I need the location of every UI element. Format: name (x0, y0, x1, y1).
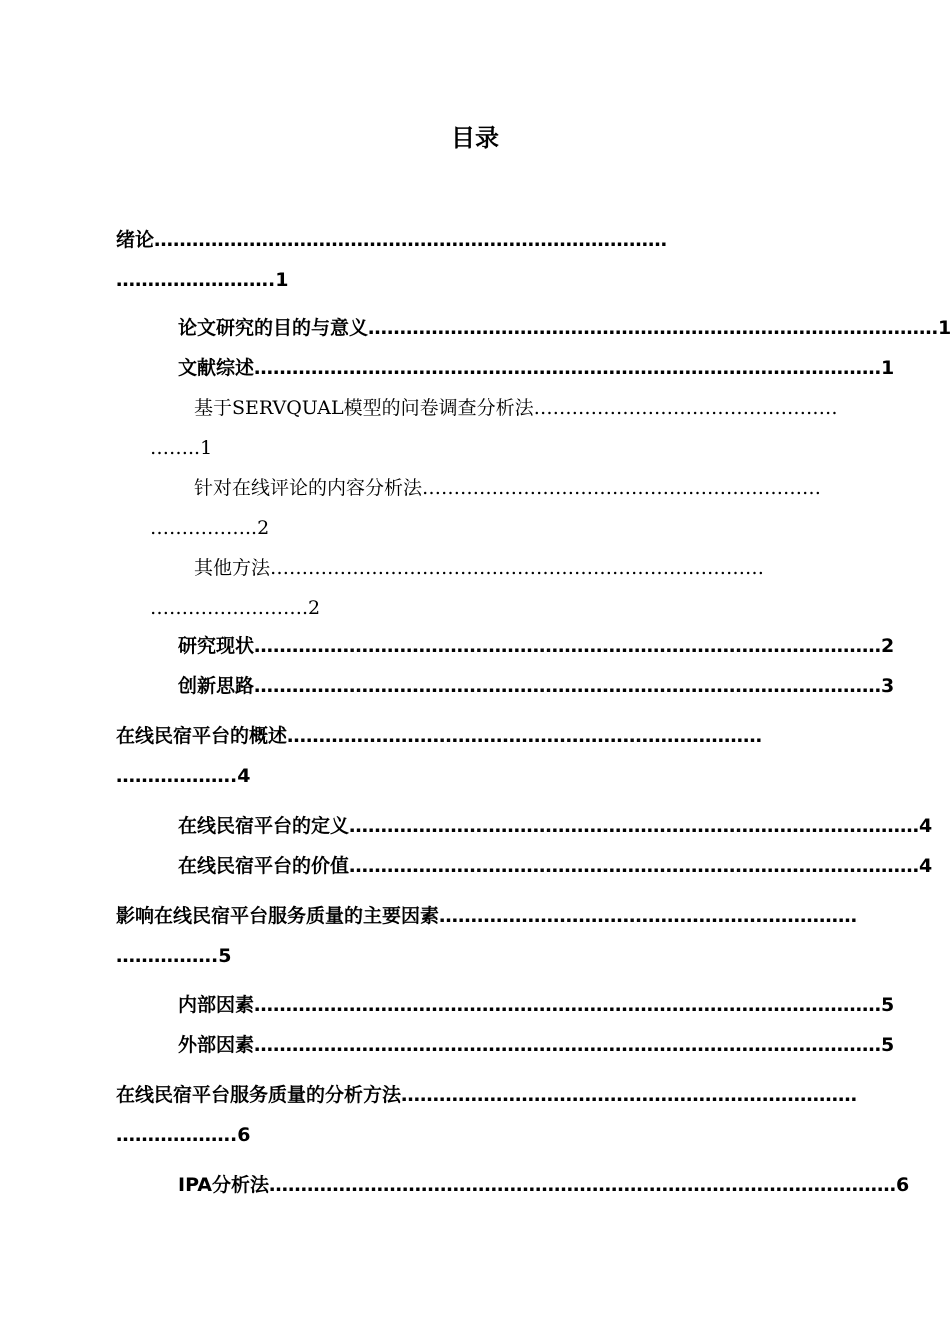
toc-entry-page: 1 (200, 437, 213, 459)
toc-entry-label: 绪论 (116, 229, 155, 251)
toc-entry-label: 内部因素 (178, 994, 255, 1016)
toc-entry-page: 4 (237, 765, 251, 787)
toc-entry-l1[interactable]: 影响在线民宿平台服务质量的主要因素………………………………………………………… (116, 905, 858, 927)
toc-entry-label: IPA分析法 (178, 1174, 269, 1196)
toc-entry-l1-cont: ……………….6 (116, 1124, 251, 1146)
toc-entry-label: 文献综述 (178, 357, 255, 379)
toc-entry-l2[interactable]: 论文研究的目的与意义 ……………………………………………………………………………… 1 (178, 314, 814, 342)
toc-entry-l3-cont: …………………….2 (150, 597, 321, 619)
toc-entry-l1[interactable]: 在线民宿平台服务质量的分析方法……………………………………………………………… (116, 1084, 858, 1106)
toc-entry-label: 在线民宿平台服务质量的分析方法 (116, 1084, 402, 1106)
toc-entry-l2[interactable]: 文献综述 ……………………………………………………………………………………… 1 (178, 354, 814, 382)
toc-entry-page: 2 (308, 597, 321, 619)
toc-entry-l3[interactable]: 基于SERVQUAL模型的问卷调查分析法………………………………………… (194, 397, 838, 419)
toc-entry-label: 外部因素 (178, 1034, 255, 1056)
toc-entry-l3-cont: ……………..2 (150, 517, 270, 539)
toc-entry-page: 6 (895, 1174, 910, 1196)
toc-entry-page: 1 (938, 317, 951, 339)
toc-entry-l3[interactable]: 其他方法…………………………………………………………………… (194, 557, 765, 579)
toc-entry-l2[interactable]: 在线民宿平台的价值 ……………………………………………………………………………… 4 (178, 852, 814, 880)
toc-title: 目录 (451, 124, 499, 152)
toc-entry-page: 1 (881, 357, 895, 379)
toc-entry-l3-cont: ……..1 (150, 437, 213, 459)
toc-entry-l2[interactable]: 研究现状 ……………………………………………………………………………………… 2 (178, 632, 814, 660)
toc-entry-l1-cont: …………….5 (116, 945, 232, 967)
toc-entry-label: 在线民宿平台的价值 (178, 855, 350, 877)
toc-entry-l1-cont: …………………….1 (116, 269, 289, 291)
toc-entry-page: 5 (881, 994, 895, 1016)
toc-entry-label: 针对在线评论的内容分析法 (194, 477, 423, 499)
toc-entry-l2[interactable]: IPA分析法 ……………………………………………………………………………………… 6 (178, 1171, 812, 1199)
toc-entry-page: 3 (881, 675, 895, 697)
toc-entry-page: 2 (881, 635, 895, 657)
toc-entry-label: 在线民宿平台的定义 (178, 815, 350, 837)
toc-entry-label: 其他方法 (194, 557, 271, 579)
toc-entry-page: 4 (919, 855, 933, 877)
toc-entry-page: 6 (237, 1124, 251, 1146)
toc-entry-page: 1 (275, 269, 289, 291)
toc-entry-label: 创新思路 (178, 675, 255, 697)
toc-entry-page: 5 (218, 945, 232, 967)
toc-entry-label: 论文研究的目的与意义 (178, 317, 369, 339)
toc-entry-label: 基于SERVQUAL模型的问卷调查分析法 (194, 397, 534, 419)
toc-entry-page: 5 (881, 1034, 895, 1056)
toc-entry-l2[interactable]: 内部因素 ……………………………………………………………………………………… 5 (178, 991, 814, 1019)
toc-entry-page: 4 (919, 815, 933, 837)
toc-entry-l1[interactable]: 绪论……………………………………………………………………… (116, 229, 668, 251)
toc-entry-l2[interactable]: 外部因素 ……………………………………………………………………………………… 5 (178, 1031, 814, 1059)
toc-entry-l1-cont: ……………….4 (116, 765, 251, 787)
toc-entry-label: 在线民宿平台的概述 (116, 725, 288, 747)
toc-entry-l2[interactable]: 创新思路 ……………………………………………………………………………………… 3 (178, 672, 814, 700)
toc-entry-label: 影响在线民宿平台服务质量的主要因素 (116, 905, 440, 927)
toc-entry-label: 研究现状 (178, 635, 255, 657)
toc-entry-page: 2 (257, 517, 270, 539)
toc-entry-l2[interactable]: 在线民宿平台的定义 ……………………………………………………………………………… 4 (178, 812, 814, 840)
toc-entry-l1[interactable]: 在线民宿平台的概述………………………………………………………………… (116, 725, 763, 747)
toc-entry-l3[interactable]: 针对在线评论的内容分析法……………………………………………………… (194, 477, 822, 499)
